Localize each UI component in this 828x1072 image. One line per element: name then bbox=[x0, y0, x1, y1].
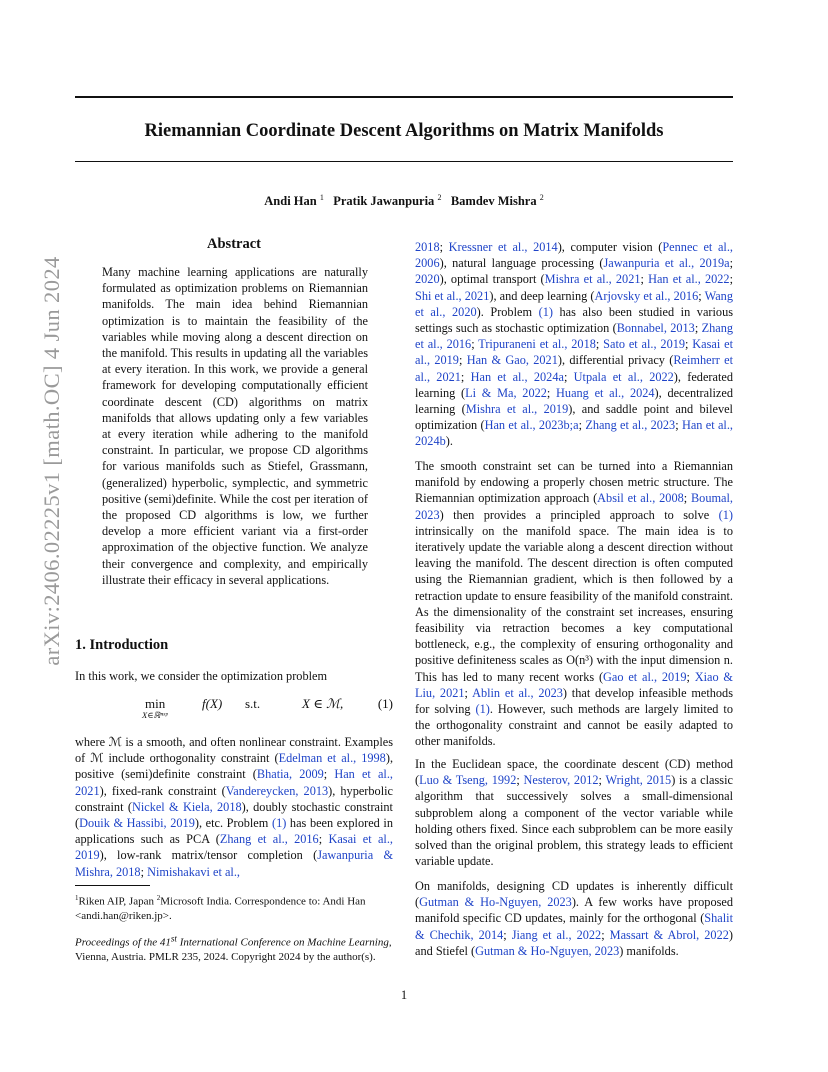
body-text: ; bbox=[439, 240, 449, 254]
body-text: ; bbox=[471, 337, 479, 352]
body-text: ) then provides a principled approach to solve bbox=[439, 507, 719, 522]
citation-link[interactable]: Jawanpuria & Mishra, 2018 bbox=[75, 848, 394, 879]
citation-link[interactable]: Nesterov, 2012 bbox=[523, 773, 599, 788]
body-text: ), federated learning ( bbox=[415, 369, 733, 400]
citation-link[interactable]: Absil et al., 2008 bbox=[597, 491, 684, 506]
citation-link[interactable]: Gao et al., 2019 bbox=[603, 669, 687, 684]
body-text: ; bbox=[460, 369, 471, 384]
citation-link[interactable]: Wang et al., 2020 bbox=[415, 288, 733, 319]
citation-link[interactable]: Massart & Abrol, 2022 bbox=[609, 927, 729, 942]
body-text: ), optimal transport ( bbox=[439, 272, 545, 287]
body-text: ; bbox=[598, 773, 606, 788]
citation-link[interactable]: Jiang et al., 2022 bbox=[511, 927, 602, 942]
citation-link[interactable]: Zhang et al., 2023 bbox=[585, 418, 676, 433]
body-text: ; bbox=[675, 418, 682, 433]
citation-link[interactable]: Boumal, 2023 bbox=[415, 491, 733, 522]
body-text: ; bbox=[318, 832, 329, 847]
body-text: ), decentralized learning ( bbox=[415, 385, 733, 417]
body-text: ), and deep learning ( bbox=[489, 288, 595, 303]
body-text: ; bbox=[140, 864, 148, 879]
citation-link[interactable]: Arjovsky et al., 2016 bbox=[594, 288, 699, 303]
citation-link[interactable]: Gutman & Ho-Nguyen, 2023 bbox=[419, 895, 572, 910]
citation-link[interactable]: Kressner et al., 2014 bbox=[448, 240, 558, 254]
title-top-rule bbox=[75, 96, 733, 98]
body-text: intrinsically on the manifold space. The main idea is to iteratively update the variable along a descent direction without leaving the manifold. The descent direction is often computed using the Riemannian gradient, which is then followed by a retraction update to ensure feasibility of the manifold constraint. As the dimensionality of the constraint set increases, ensuring feasibility via retraction becomes a key computational bottleneck, e.g., the complexity of ensuring orthogonality and positive definiteness scales as O(n³) with the input dimension n. This has led to many recent works ( bbox=[415, 523, 733, 684]
citation-link[interactable]: 2020 bbox=[415, 272, 440, 287]
body-text: ) and Stiefel ( bbox=[415, 927, 733, 958]
body-text: . However, such methods are largely limited to the orthogonality constraint and cannot be easily adapted to other manifolds. bbox=[415, 702, 733, 749]
abstract-text: Many machine learning applications are naturally formulated as optimization problems on Riemannian manifolds. The main idea behind Riemannian optimization is to maintain the feasibility of the variables while moving along a descent direction on the manifold. This results in updating all the variables at every iteration. In this work, we provide a general framework for developing computationally efficient coordinate descent (CD) algorithms on matrix manifolds that allows updating only a few variables at every iteration while adhering to the manifold constraint. In particular, we propose CD algorithms for various manifolds such as Stiefel, Grassmann, (generalized) hyperbolic, symplectic, and symmetric positive (semi)definite. While the cost per iteration of the proposed CD algorithms is low, we further develop a more efficient variant via a first-order approximation of the objective function. We analyze their convergence and complexity, and empirically illustrate their efficacy in several applications. bbox=[102, 265, 368, 587]
citation-link[interactable]: Nickel & Kiela, 2018 bbox=[131, 799, 242, 814]
citation-link[interactable]: Kasai et al., 2019 bbox=[75, 832, 393, 863]
equation-min: min X∈ℝⁿˣᵖ bbox=[142, 696, 168, 720]
body-text: ), etc. Problem bbox=[194, 816, 272, 831]
body-text: ; bbox=[683, 491, 691, 506]
citation-link[interactable]: Han et al., 2021 bbox=[75, 767, 393, 798]
body-text: ), differential privacy ( bbox=[557, 353, 674, 368]
body-text: ), doubly stochastic constraint ( bbox=[75, 799, 393, 831]
citation-link[interactable]: Han et al., 2022 bbox=[648, 272, 730, 287]
citation-link[interactable]: Gutman & Ho-Nguyen, 2023 bbox=[475, 943, 620, 958]
body-text: ; bbox=[729, 272, 733, 287]
paper-title: Riemannian Coordinate Descent Algorithms on Matrix Manifolds bbox=[144, 121, 664, 141]
equation-1 bbox=[75, 696, 393, 720]
body-text: ), positive (semi)definite constraint ( bbox=[75, 751, 394, 782]
body-text: ; bbox=[464, 685, 473, 700]
body-text: ), natural language processing ( bbox=[439, 256, 604, 271]
citation-link[interactable]: Pennec et al., 2006 bbox=[415, 240, 733, 271]
citation-link[interactable]: (1) bbox=[538, 304, 553, 319]
citation-link[interactable]: Edelman et al., 1998 bbox=[278, 751, 386, 766]
body-text: ) manifolds. bbox=[619, 943, 679, 958]
body-text: where ℳ is a smooth, and often nonlinear constraint. Examples of ℳ include orthogonality constraint ( bbox=[75, 735, 393, 766]
author-list bbox=[75, 193, 733, 209]
body-text: ; bbox=[458, 353, 467, 368]
proceedings-note: Proceedings of the 41st International Conference on Machine Learning, Vienna, Austria. PMLR 235, 2024. Copyright 2024 by the author(s). bbox=[75, 933, 392, 963]
equation-number: (1) bbox=[377, 696, 393, 711]
body-text: ; bbox=[546, 385, 557, 400]
citation-link[interactable]: Reimherr et al., 2021 bbox=[415, 353, 733, 384]
body-text: has also been studied in various settings such as stochastic optimization ( bbox=[415, 304, 733, 336]
equation-subscript: X∈ℝⁿˣᵖ bbox=[142, 710, 168, 720]
author-affiliation: 2 bbox=[539, 193, 544, 202]
body-text: ; bbox=[694, 321, 702, 336]
citation-link[interactable]: Shalit & Chechik, 2014 bbox=[415, 911, 733, 942]
body-text: ) is a classic algorithm that successively solves a small-dimensional subproblem along a component of the vector variable while holding others fixed. Since each subproblem can be more easily solved than the original problem, this strategy leads to efficient variable update. bbox=[415, 773, 733, 869]
citation-link[interactable]: Bonnabel, 2013 bbox=[616, 321, 695, 336]
citation-link[interactable]: Mishra et al., 2021 bbox=[544, 272, 641, 287]
body-text: ; bbox=[601, 927, 610, 942]
body-text: ; bbox=[503, 927, 512, 942]
body-text: ; bbox=[323, 767, 335, 782]
affiliation-footnote: $^1$Riken AIP, Japan $^2$Microsoft India. Correspondence to: Andi Han <andi.han@riken.jp>. bbox=[75, 894, 366, 922]
citation-link[interactable]: Han et al., 2024a bbox=[470, 369, 564, 384]
citation-link[interactable]: Huang et al., 2024 bbox=[556, 385, 655, 400]
citation-link[interactable]: Zhang et al., 2016 bbox=[415, 321, 733, 352]
citation-link[interactable]: Wright, 2015 bbox=[605, 773, 672, 788]
author-name: Andi Han bbox=[264, 194, 317, 209]
citation-link[interactable]: Kasai et al., 2019 bbox=[415, 337, 734, 368]
body-text: ). Problem bbox=[476, 304, 539, 319]
body-text: The smooth constraint set can be turned into a Riemannian manifold by endowing a properly chosen metric structure. The Riemannian optimization approach ( bbox=[415, 459, 733, 506]
citation-link[interactable]: (1) bbox=[718, 507, 733, 522]
citation-link[interactable]: Li & Ma, 2022 bbox=[465, 385, 547, 400]
citation-link[interactable]: Ablin et al., 2023 bbox=[472, 685, 563, 700]
citation-link[interactable]: Utpala et al., 2022 bbox=[573, 369, 674, 384]
section-heading: 1. Introduction bbox=[75, 637, 169, 653]
body-text: ) that develop infeasible methods for solving bbox=[415, 685, 733, 717]
body-text: In the Euclidean space, the coordinate descent (CD) method ( bbox=[415, 757, 733, 788]
citation-link[interactable]: (1) bbox=[475, 702, 490, 717]
citation-link[interactable]: Luo & Tseng, 1992 bbox=[419, 773, 517, 788]
author-affiliation: 2 bbox=[437, 193, 442, 202]
body-text: ), and saddle point and bilevel optimization ( bbox=[415, 402, 733, 433]
equation-objective: f(X) bbox=[202, 696, 223, 711]
body-text: ), fixed-rank constraint ( bbox=[99, 783, 226, 798]
abstract-heading: Abstract bbox=[207, 236, 261, 252]
body-text: ; bbox=[698, 288, 705, 303]
citation-link[interactable]: Han & Gao, 2021 bbox=[466, 353, 558, 368]
body-paragraph bbox=[415, 878, 733, 959]
author-name: Bamdev Mishra bbox=[450, 194, 537, 209]
author-name: Pratik Jawanpuria bbox=[333, 194, 435, 209]
body-text: ). A few works have proposed manifold specific CD updates, mainly for the orthogonal ( bbox=[415, 895, 733, 926]
body-text: ), low-rank matrix/tensor completion ( bbox=[99, 848, 318, 863]
body-text: ; bbox=[686, 669, 695, 684]
body-text: ; bbox=[578, 418, 586, 433]
citation-link[interactable]: Han et al., 2023b;a bbox=[484, 418, 579, 433]
citation-link[interactable]: Shi et al., 2021 bbox=[415, 288, 490, 303]
body-paragraph bbox=[415, 458, 733, 750]
citation-link[interactable]: Jawanpuria et al., 2019a bbox=[603, 256, 730, 271]
author-affiliation: 1 bbox=[319, 193, 324, 202]
citation-link[interactable]: Bhatia, 2009 bbox=[256, 767, 324, 782]
body-text: ; bbox=[729, 256, 734, 271]
body-text: ), hyperbolic constraint ( bbox=[75, 783, 393, 814]
body-text: ; bbox=[516, 773, 524, 788]
body-text: ). bbox=[445, 434, 453, 449]
citation-link[interactable]: Mishra et al., 2019 bbox=[465, 402, 569, 417]
title-bottom-rule bbox=[75, 161, 733, 162]
intro-paragraph-2 bbox=[75, 734, 393, 880]
citation-link[interactable]: Sato et al., 2019 bbox=[603, 337, 686, 352]
body-text: ; bbox=[595, 337, 604, 352]
intro-paragraph: In this work, we consider the optimization problem bbox=[75, 669, 328, 683]
body-text: ; bbox=[563, 369, 574, 384]
citation-link[interactable]: Han et al., 2024b bbox=[415, 418, 733, 449]
citation-link[interactable]: (1) bbox=[271, 816, 287, 831]
body-text: ; bbox=[685, 337, 693, 352]
body-paragraph bbox=[415, 239, 733, 450]
body-text: ; bbox=[640, 272, 649, 287]
footnote-rule bbox=[75, 885, 150, 886]
citation-link[interactable]: Douik & Hassibi, 2019 bbox=[79, 816, 195, 831]
citation-link[interactable]: Xiao & Liu, 2021 bbox=[415, 669, 733, 700]
citation-link[interactable]: Vandereycken, 2013 bbox=[225, 783, 329, 798]
body-text: On manifolds, designing CD updates is inherently difficult ( bbox=[415, 879, 733, 910]
citation-link[interactable]: Nimishakavi et al., bbox=[147, 864, 240, 879]
equation-constraint: X ∈ ℳ, bbox=[302, 696, 344, 711]
page-number: 1 bbox=[400, 988, 408, 1002]
body-text: has been explored in applications such as PCA ( bbox=[75, 816, 393, 847]
body-paragraph bbox=[415, 756, 733, 869]
citation-link[interactable]: Zhang et al., 2016 bbox=[219, 832, 319, 847]
body-text: ), computer vision ( bbox=[557, 240, 663, 254]
citation-link[interactable]: 2018 bbox=[415, 240, 440, 254]
citation-link[interactable]: Tripuraneni et al., 2018 bbox=[478, 337, 596, 352]
equation-st: s.t. bbox=[245, 696, 261, 711]
